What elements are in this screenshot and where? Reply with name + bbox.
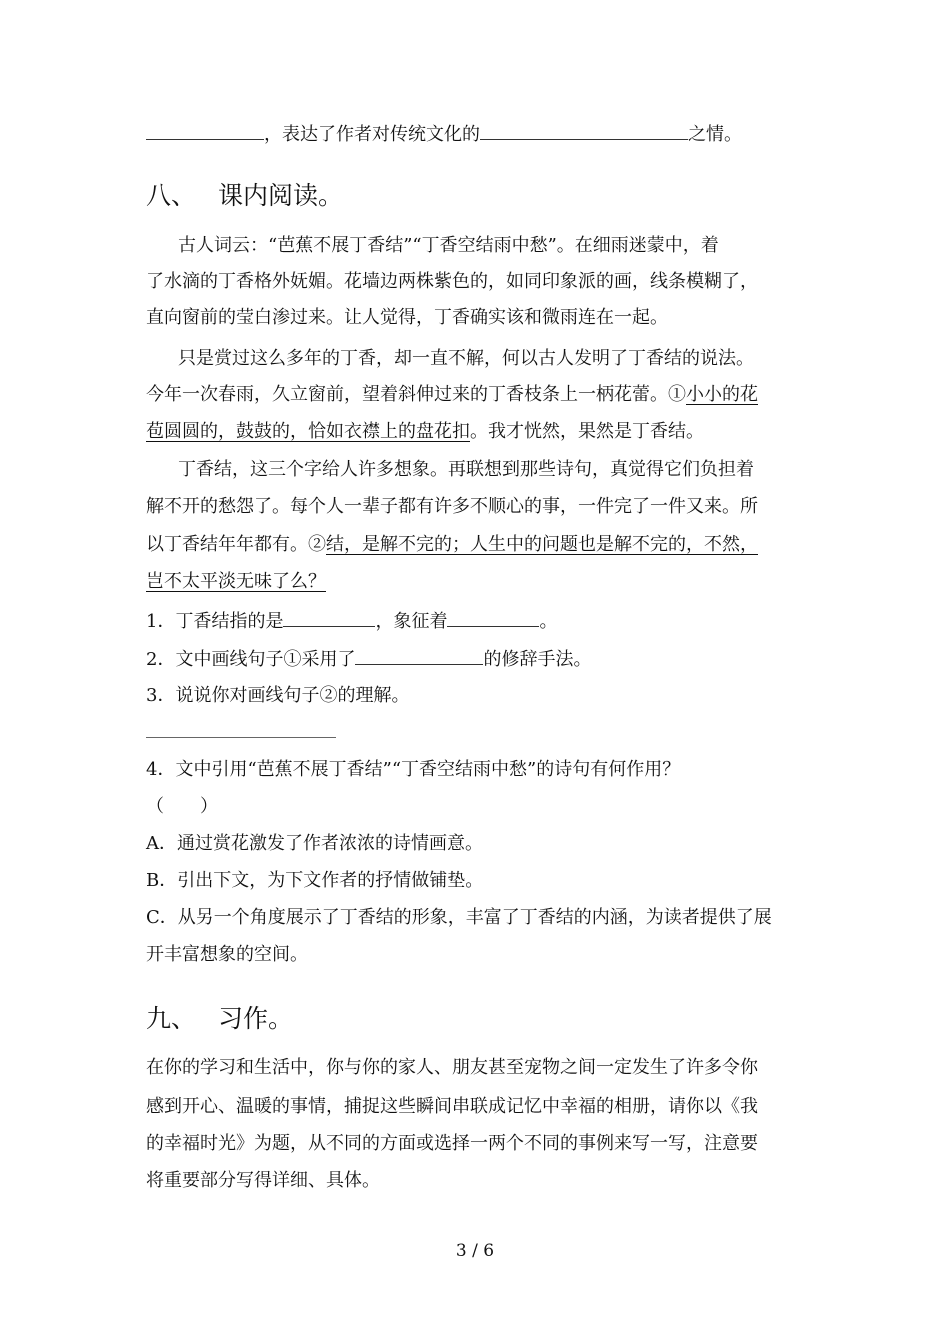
passage-line: [146, 570, 806, 594]
passage-line: 了水滴的丁香格外妩媚。花墙边两株紫色的，如同印象派的画，线条模糊了，: [146, 271, 758, 292]
option-a[interactable]: A．通过赏花激发了作者浓浓的诗情画意。: [146, 833, 483, 854]
passage-line: 苞圆圆的，鼓鼓的，恰如衣襟上的盘花扣。我才恍然，果然是丁香结。: [146, 421, 704, 442]
passage-line: 以丁香结年年都有。②结，是解不完的；人生中的问题也是解不完的，不然，: [146, 534, 758, 555]
fill-in-line: ，表达了作者对传统文化的 之情。: [146, 121, 806, 147]
writing-prompt-line: 感到开心、温暖的事情，捕捉这些瞬间串联成记忆中幸福的相册，请你以《我: [146, 1096, 758, 1117]
writing-prompt-line: 的幸福时光》为题，从不同的方面或选择一两个不同的事例来写一写，注意要: [146, 1133, 758, 1154]
writing-prompt-line: 将重要部分写得详细、具体。: [146, 1170, 380, 1191]
underlined-sentence-1: 苞圆圆的，鼓鼓的，恰如衣襟上的盘花扣: [146, 421, 470, 442]
answer-blank[interactable]: [447, 608, 539, 627]
question-1: 1．丁香结指的是 ，象征着 。: [146, 608, 806, 634]
question-2: 2．文中画线句子①采用了 的修辞手法。: [146, 646, 806, 672]
underlined-sentence-2: 岂不太平淡无味了么？: [146, 571, 326, 592]
passage-line: 古人词云：“芭蕉不展丁香结”“丁香空结雨中愁”。在细雨迷蒙中，着: [178, 235, 719, 256]
option-c[interactable]: C．从另一个角度展示了丁香结的形象，丰富了丁香结的内涵，为读者提供了展: [146, 907, 772, 928]
option-c-continued: 开丰富想象的空间。: [146, 944, 308, 965]
answer-blank[interactable]: [283, 608, 375, 627]
passage-line: 丁香结，这三个字给人许多想象。再联想到那些诗句，真觉得它们负担着: [178, 459, 754, 480]
page-number: 3 / 6: [455, 1241, 495, 1261]
answer-blank[interactable]: [146, 121, 264, 140]
passage-line: 解不开的愁怨了。每个人一辈子都有许多不顺心的事，一件完了一件又来。所: [146, 496, 758, 517]
answer-blank[interactable]: [355, 646, 483, 665]
question-3: 3．说说你对画线句子②的理解。: [146, 685, 410, 706]
writing-prompt-line: 在你的学习和生活中，你与你的家人、朋友甚至宠物之间一定发生了许多令你: [146, 1057, 758, 1078]
answer-blank[interactable]: [480, 121, 688, 140]
passage-line: 只是赏过这么多年的丁香，却一直不解，何以古人发明了丁香结的说法。: [178, 348, 754, 369]
underlined-sentence-2: 结，是解不完的；人生中的问题也是解不完的，不然，: [326, 534, 758, 555]
section-heading: 九、 习作。: [146, 1004, 294, 1033]
passage-line: 今年一次春雨，久立窗前，望着斜伸过来的丁香枝条上一柄花蕾。①小小的花: [146, 384, 758, 405]
answer-line[interactable]: [146, 737, 336, 738]
passage-line: 直向窗前的莹白渗过来。让人觉得，丁香确实该和微雨连在一起。: [146, 307, 668, 328]
question-4: 4．文中引用“芭蕉不展丁香结”“丁香空结雨中愁”的诗句有何作用？: [146, 759, 681, 780]
option-b[interactable]: B．引出下文，为下文作者的抒情做铺垫。: [146, 870, 484, 891]
underlined-sentence-1: 小小的花: [686, 384, 758, 405]
section-heading: 八、 课内阅读。: [146, 181, 344, 210]
answer-parentheses[interactable]: （ ）: [146, 796, 218, 817]
